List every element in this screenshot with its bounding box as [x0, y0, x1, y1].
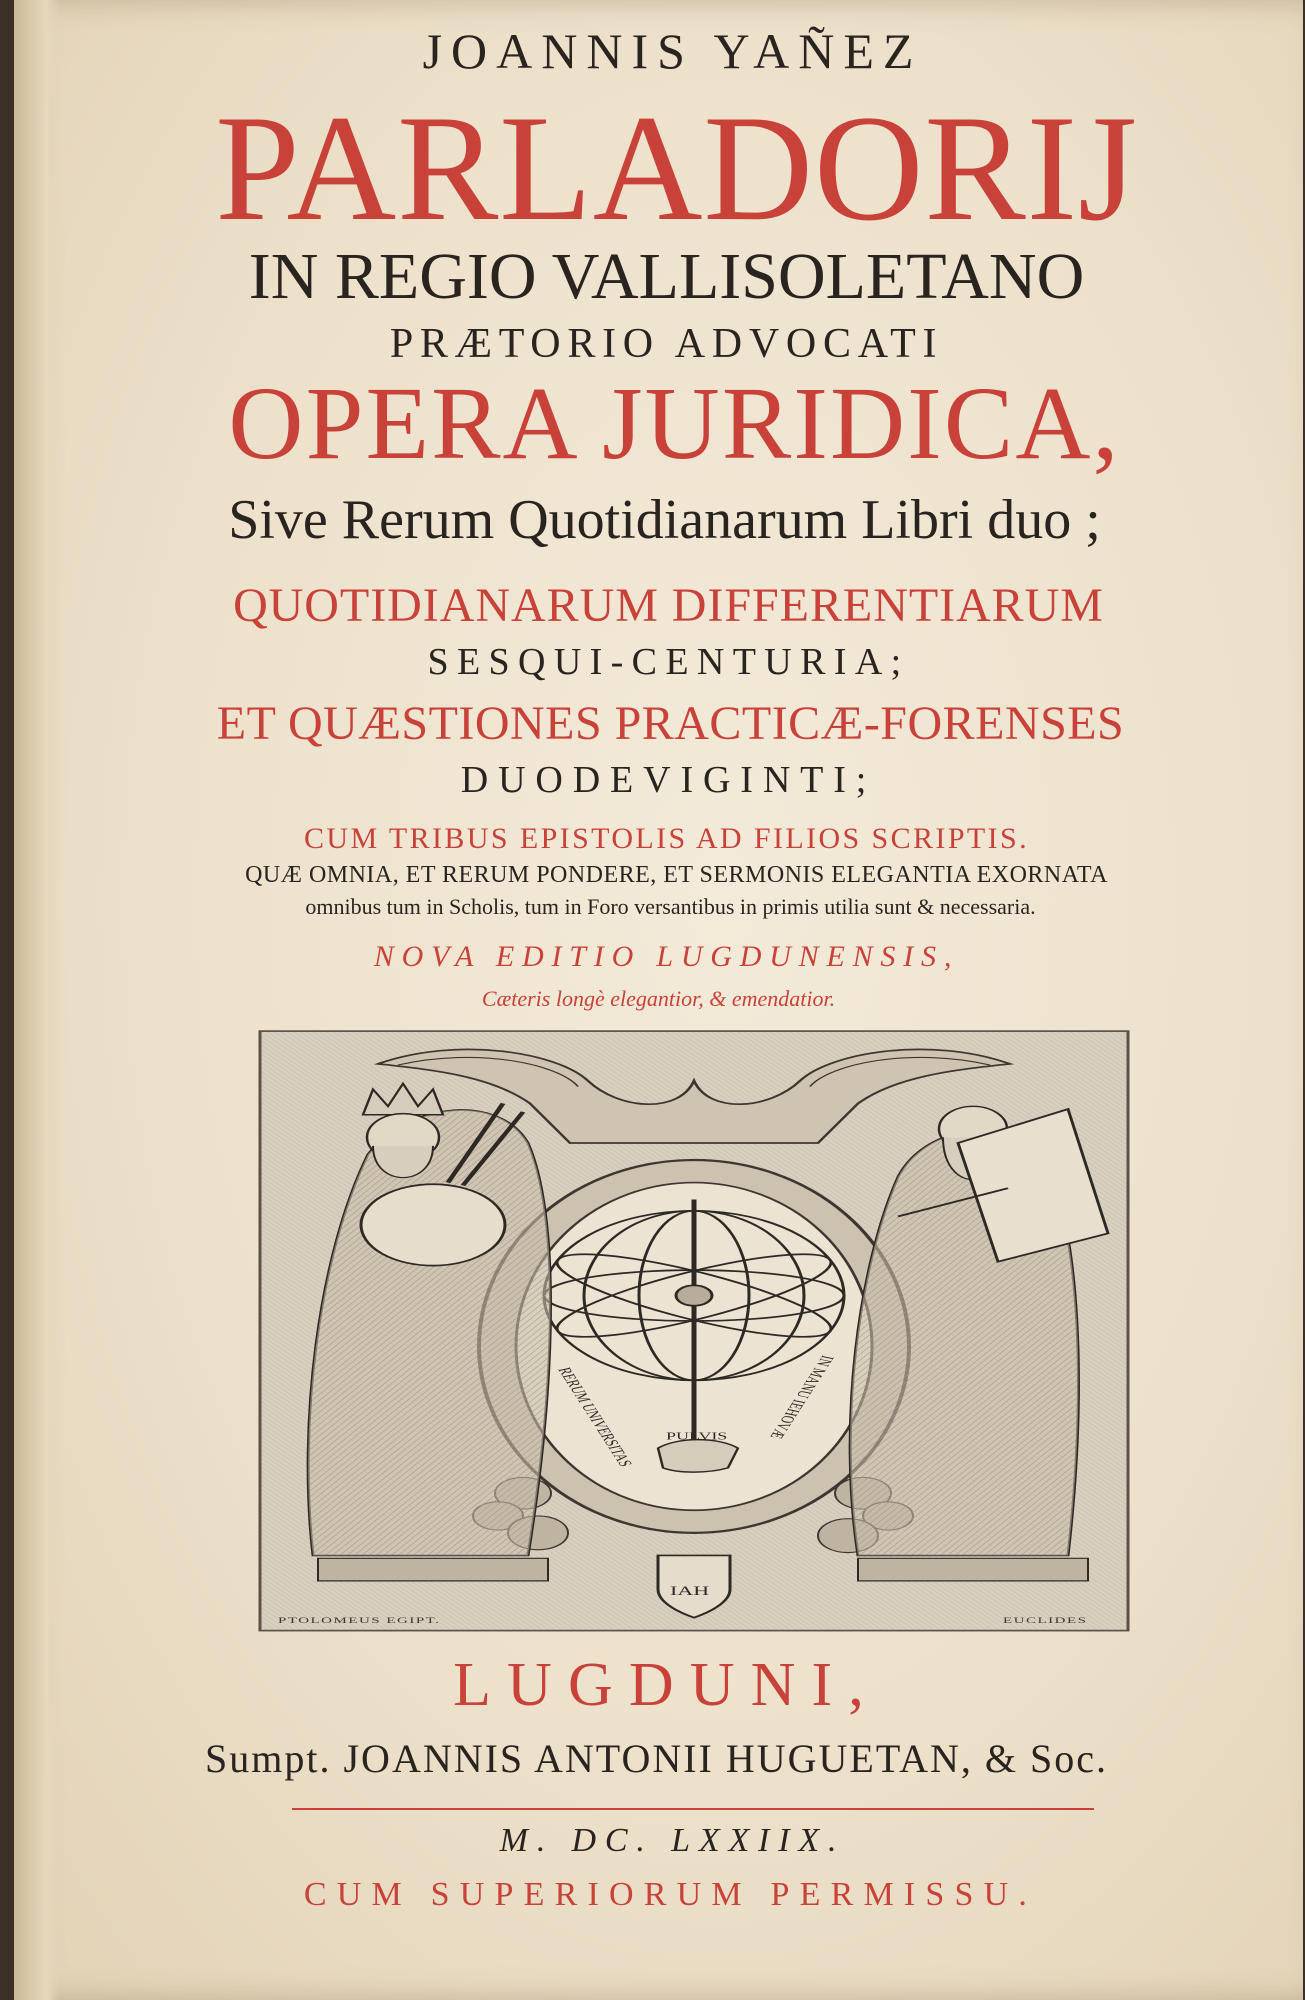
description-2: omnibus tum in Scholis, tum in Foro versantibus in primis utilia sunt & necessaria.: [305, 894, 1036, 919]
part-2: QUOTIDIANARUM DIFFERENTIARUM: [233, 579, 1104, 632]
imprint-city: LUGDUNI,: [453, 1651, 880, 1719]
caption-left: PTOLOMEUS EGIPT.: [278, 1615, 441, 1626]
subtitle: Sive Rerum Quotidianarum Libri duo ;: [228, 489, 1101, 551]
part-2b: SESQUI-CENTURIA;: [427, 641, 910, 683]
engraving-illustration: [258, 1030, 1130, 1632]
globe-icon: [361, 1184, 505, 1265]
surname: PARLADORIJ: [215, 84, 1138, 252]
author-line: JOANNIS YAÑEZ: [422, 23, 923, 79]
divider-rule: [292, 1808, 1094, 1810]
office-line-2: PRÆTORIO ADVOCATI: [389, 321, 944, 367]
part-4: CUM TRIBUS EPISTOLIS AD FILIOS SCRIPTIS.: [303, 822, 1030, 855]
edition: NOVA EDITIO LUGDUNENSIS,: [373, 940, 960, 973]
office-line-1: IN REGIO VALLISOLETANO: [248, 240, 1085, 313]
hand: [658, 1440, 738, 1472]
banner-left: RERUM UNIVERSITAS: [553, 1366, 636, 1469]
imprint-publisher: Sumpt. JOANNIS ANTONII HUGUETAN, & Soc.: [205, 1736, 1108, 1781]
banner-center: PULVIS: [666, 1431, 728, 1443]
banner-right: IN MANU IEHOVÆ: [765, 1353, 837, 1440]
part-3b: DUODEVIGINTI;: [460, 759, 877, 801]
monogram: IAH: [670, 1583, 710, 1598]
description-1: QUÆ OMNIA, ET RERUM PONDERE, ET SERMONIS ELEGANTIA EXORNATA: [245, 862, 1108, 888]
imprint-permission: CUM SUPERIORUM PERMISSU.: [303, 1876, 1038, 1913]
imprint-year: M. DC. LXXIIX.: [499, 1822, 846, 1859]
edition-note: Cæteris longè elegantior, & emendatior.: [481, 986, 836, 1011]
part-3: ET QUÆSTIONES PRACTICÆ-FORENSES: [216, 697, 1125, 750]
caption-right: EUCLIDES: [1003, 1615, 1088, 1626]
main-title: OPERA JURIDICA,: [228, 366, 1121, 481]
